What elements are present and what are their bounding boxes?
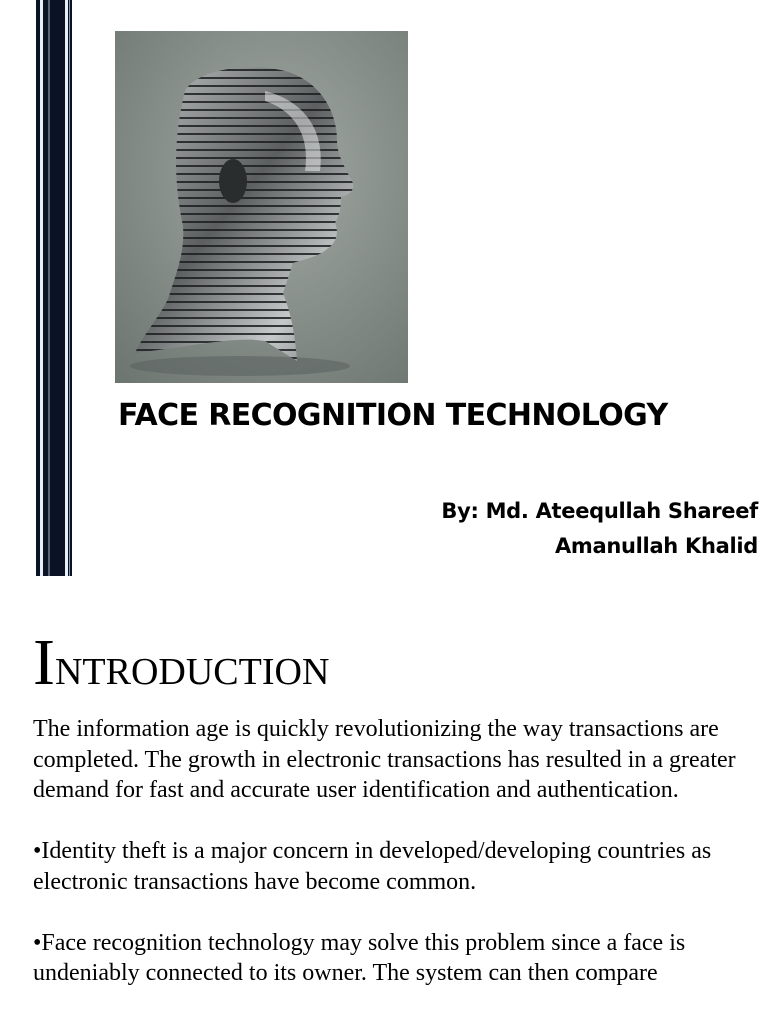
introduction-slide xyxy=(0,578,768,1024)
head-sculpture-image xyxy=(115,31,408,383)
heading-initial: I xyxy=(33,626,55,699)
introduction-body xyxy=(33,714,748,1019)
author-byline xyxy=(441,494,758,564)
presentation-title: FACE RECOGNITION TECHNOLOGY xyxy=(118,398,668,433)
author-line-2: Amanullah Khalid xyxy=(554,534,758,558)
heading-rest: NTRODUCTION xyxy=(54,651,330,693)
introduction-heading xyxy=(33,626,330,699)
paragraph-information-age: The information age is quickly revolutionizing the way transactions are completed. The growth in electronic transactions has resulted in a greater demand for fast and accurate user identification and authentication. xyxy=(33,716,736,803)
bullet-face-recognition: •Face recognition technology may solve this problem since a face is undeniably connected to its owner. The system can then compare xyxy=(33,929,686,986)
author-line-1: By: Md. Ateequllah Shareef xyxy=(441,499,758,523)
decorative-stripes xyxy=(36,0,72,576)
bullet-identity-theft: •Identity theft is a major concern in developed/developing countries as electronic transactions have become common. xyxy=(33,838,712,895)
